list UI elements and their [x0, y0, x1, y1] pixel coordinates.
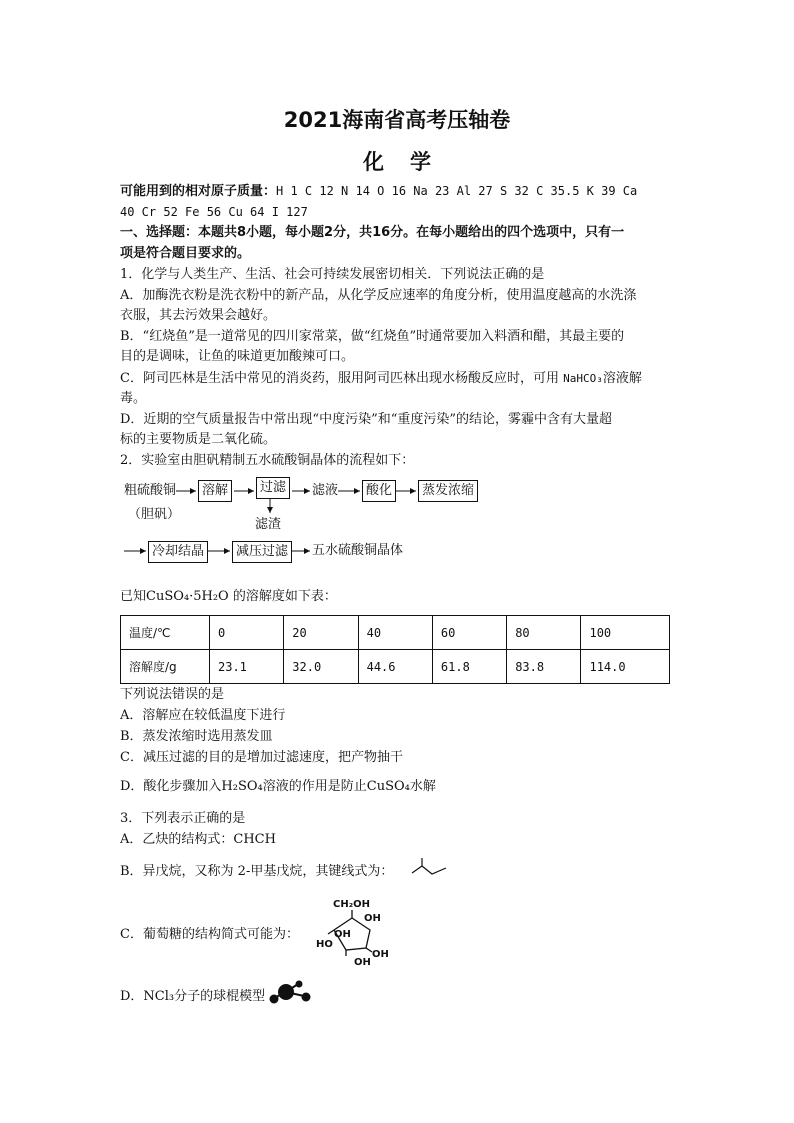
ncl3-ball-stick-model [268, 980, 318, 1010]
glucose-oh-c2: OH [372, 949, 389, 960]
section1-line1: 一、选择题：本题共8小题，每小题2分，共16分。在每小题给出的四个选项中，只有一 [120, 225, 625, 240]
q1-option-b-line1: B．“红烧鱼”是一道常见的四川家常菜，做“红烧鱼”时通常要加入料酒和醋，其最主要的 [120, 329, 625, 344]
flow-product: 五水硫酸铜晶体 [312, 543, 404, 558]
table-cell: 32.0 [284, 650, 358, 684]
flow-step-evaporate: 蒸发浓缩 [418, 480, 478, 502]
q1-stem: 1．化学与人类生产、生活、社会可持续发展密切相关．下列说法正确的是 [120, 267, 545, 282]
q3-option-b: B．异戊烷，又称为 2-甲基戊烷，其键线式为： [120, 864, 394, 879]
q2-stem: 2．实验室由胆矾精制五水硫酸铜晶体的流程如下： [120, 453, 415, 468]
q1-option-c-text: C．阿司匹林是生活中常见的消炎药，服用阿司匹林出现水杨酸反应时，可用 [120, 371, 564, 386]
chlorine-atom [302, 993, 311, 1002]
table-cell: 20 [284, 616, 358, 650]
q3-stem: 3．下列表示正确的是 [120, 811, 246, 826]
exam-title: 2021海南省高考压轴卷 [283, 108, 511, 132]
chlorine-atom [296, 981, 303, 988]
q2-option-d: D．酸化步骤加入H₂SO₄溶液的作用是防止CuSO₄水解 [120, 779, 436, 794]
q1-option-c-formula: NaHCO₃ [563, 372, 603, 385]
q2-option-b: B．蒸发浓缩时选用蒸发皿 [120, 729, 273, 744]
table-cell: 60 [432, 616, 506, 650]
glucose-oh-bottom: OH [354, 957, 371, 968]
glucose-oh-c4: OH [334, 929, 351, 940]
atomic-masses-label: 可能用到的相对原子质量： [120, 184, 277, 199]
table-header-temperature: 温度/℃ [121, 616, 210, 650]
q3-option-d: D．NCl₃分子的球棍模型 [120, 989, 266, 1004]
q2-option-c: C．减压过滤的目的是增加过滤速度，把产物抽干 [120, 750, 403, 765]
q1-option-c-line1 [120, 370, 642, 388]
flow-step-acidify: 酸化 [362, 480, 396, 502]
flow-start: 粗硫酸铜 [124, 483, 177, 498]
table-header-solubility: 溶解度/g [121, 650, 210, 684]
table-cell: 100 [581, 616, 670, 650]
table-row-solubility [121, 650, 670, 684]
glucose-ch2oh: CH₂OH [333, 899, 370, 910]
table-row-temperature [121, 616, 670, 650]
flow-residue: 滤渣 [255, 517, 282, 532]
table-cell: 80 [507, 616, 581, 650]
glucose-oh-ring: OH [364, 913, 381, 924]
flow-step-filter: 过滤 [256, 477, 290, 499]
glucose-ho: HO [316, 939, 333, 950]
table-cell: 114.0 [581, 650, 670, 684]
q2-ask: 下列说法错误的是 [120, 687, 225, 702]
flow-step-cool: 冷却结晶 [148, 541, 208, 563]
atomic-masses-line2: 40 Cr 52 Fe 56 Cu 64 I 127 [120, 205, 308, 219]
table-cell: 40 [358, 616, 432, 650]
q1-option-d-line1: D．近期的空气质量报告中常出现“中度污染”和“重度污染”的结论，雾霾中含有大量超 [120, 412, 613, 427]
flow-filtrate: 滤液 [312, 483, 339, 498]
isopentane-skeletal-formula [410, 857, 450, 881]
table-cell: 0 [210, 616, 284, 650]
atomic-masses-values: H 1 C 12 N 14 O 16 Na 23 Al 27 S 32 C 35.5 K 39 Ca [276, 184, 638, 198]
q2-option-a: A．溶解应在较低温度下进行 [120, 708, 286, 723]
nitrogen-atom [278, 984, 294, 1000]
q3-option-a: A．乙炔的结构式：CHCH [120, 832, 276, 847]
chlorine-atom [270, 995, 279, 1004]
q2-known: 已知CuSO₄·5H₂O 的溶解度如下表： [120, 589, 337, 604]
flow-step-dissolve: 溶解 [198, 480, 232, 502]
table-cell: 44.6 [358, 650, 432, 684]
q1-option-a-line2: 衣服，其去污效果会越好。 [120, 308, 277, 323]
q1-option-c-line2: 毒。 [120, 391, 147, 406]
q1-option-b-line2: 目的是调味，让鱼的味道更加酸辣可口。 [120, 349, 355, 364]
q1-option-c-text-end: 溶液解 [602, 371, 642, 386]
q1-option-a-line1: A．加酶洗衣粉是洗衣粉中的新产品，从化学反应速率的角度分析，使用温度越高的水洗涤 [120, 288, 637, 303]
flow-start-note: （胆矾） [128, 507, 181, 522]
flow-step-vacuum: 减压过滤 [232, 541, 292, 563]
section1-line2: 项是符合题目要求的。 [120, 246, 251, 261]
table-cell: 23.1 [210, 650, 284, 684]
atomic-masses-line1 [120, 182, 637, 201]
subject-title: 化学 [363, 150, 457, 174]
table-cell: 83.8 [507, 650, 581, 684]
table-cell: 61.8 [432, 650, 506, 684]
q1-option-d-line2: 标的主要物质是二氧化硫。 [120, 432, 277, 447]
solubility-table [120, 615, 670, 684]
q3-option-c: C．葡萄糖的结构简式可能为： [120, 927, 299, 942]
